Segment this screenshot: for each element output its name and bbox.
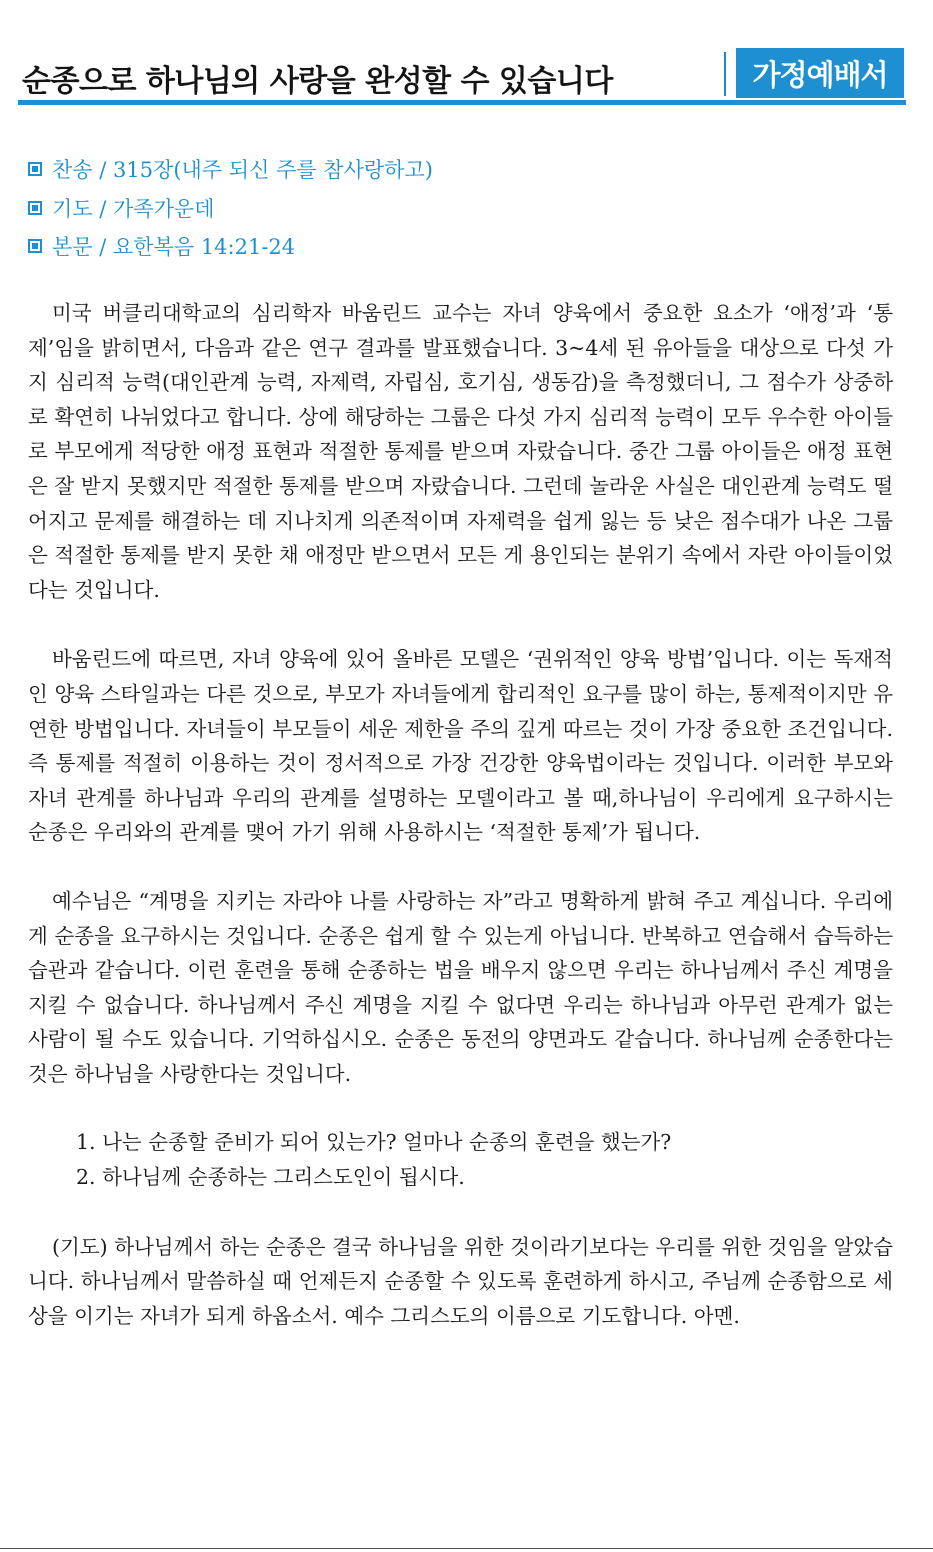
body-paragraph: 예수님은 “계명을 지키는 자라야 나를 사랑하는 자”라고 명확하게 밝혀 주고 계십니다. 우리에게 순종을 요구하시는 것입니다. 순종은 쉽게 할 수 있는게 아닙니다. 반복하고 연습해서 습득하는 습관과 같습니다. 이런 훈련을 통해 순종하는 법을 배우지 않으면 우리는 하나님께서 주신 계명을 지킬 수 없습니다. 하나님께서 주신 계명을 지킬 수 없다면 우리는 하나님과 아무런 관계가 없는 사람이 될 수도 있습니다. 기억하십시오. 순종은 동전의 양면과도 같습니다. 하나님께 순종한다는 것은 하나님을 사랑한다는 것입니다.	[28, 888, 893, 1086]
square-icon	[28, 162, 42, 176]
header-divider	[724, 52, 726, 96]
page-title: 순종으로 하나님의 사랑을 완성할 수 있습니다	[22, 64, 613, 99]
body-paragraph: 바움린드에 따르면, 자녀 양육에 있어 올바른 모델은 ‘권위적인 양육 방법’입니다. 이는 독재적인 양육 스타일과는 다른 것으로, 부모가 자녀들에게 합리적인 요구를 많이 하는, 통제적이지만 유연한 방법입니다. 자녀들이 부모들이 세운 제한을 주의 깊게 따르는 것이 가장 중요한 조건입니다. 즉 통제를 적절히 이용하는 것이 정서적으로 가장 건강한 양육법이라는 것입니다. 이러한 부모와 자녀 관계를 하나님과 우리의 관계를 설명하는 모델이라고 볼 때,하나님이 우리에게 요구하시는 순종은 우리와의 관계를 맺어 가기 위해 사용하시는 ‘적절한 통제’가 됩니다.	[28, 647, 893, 845]
square-icon	[28, 201, 42, 215]
question-item: 2. 하나님께 순종하는 그리스도인이 됩시다.	[76, 1165, 465, 1190]
header-rule	[18, 100, 906, 105]
prayer-info	[28, 189, 433, 228]
square-icon	[28, 239, 42, 253]
page-header	[18, 38, 906, 108]
question-item: 1. 나는 순종할 준비가 되어 있는가? 얼마나 순종의 훈련을 했는가?	[76, 1130, 672, 1155]
sermon-body	[28, 296, 893, 1333]
prayer-leader-text: 기도 / 가족가운데	[52, 196, 215, 221]
reflection-questions	[28, 1125, 893, 1194]
hymn-text: 찬송 / 315장(내주 되신 주를 참사랑하고)	[52, 158, 433, 183]
closing-prayer: (기도) 하나님께서 하는 순종은 결국 하나님을 위한 것이라기보다는 우리를 위한 것임을 알았습니다. 하나님께서 말씀하실 때 언제든지 순종할 수 있도록 훈련하게 하시고, 주님께 순종함으로 세상을 이기는 자녀가 되게 하옵소서. 예수 그리스도의 이름으로 기도합니다. 아멘.	[28, 1234, 893, 1328]
hymn-info	[28, 150, 433, 189]
section-badge: 가정예배서	[736, 48, 904, 98]
bottom-rule	[0, 1548, 933, 1549]
scripture-info	[28, 227, 433, 266]
body-paragraph: 미국 버클리대학교의 심리학자 바움린드 교수는 자녀 양육에서 중요한 요소가 ‘애정’과 ‘통제’임을 밝히면서, 다음과 같은 연구 결과를 발표했습니다. 3~4세 된 유아들을 대상으로 다섯 가지 심리적 능력(대인관계 능력, 자제력, 자립심, 호기심, 생동감)을 측정했더니, 그 점수가 상중하로 확연히 나뉘었다고 합니다. 상에 해당하는 그룹은 다섯 가지 심리적 능력이 모두 우수한 아이들로 부모에게 적당한 애정 표현과 적절한 통제를 받으며 자랐습니다. 중간 그룹 아이들은 애정 표현은 잘 받지 못했지만 적절한 통제를 받으며 자랐습니다. 그런데 놀라운 사실은 대인관계 능력도 떨어지고 문제를 해결하는 데 지나치게 의존적이며 자제력을 쉽게 잃는 등 낮은 점수대가 나온 그룹은 적절한 통제를 받지 못한 채 애정만 받으면서 모든 게 용인되는 분위기 속에서 자란 아이들이었다는 것입니다.	[28, 301, 893, 602]
scripture-text: 본문 / 요한복음 14:21-24	[52, 235, 296, 260]
worship-info	[28, 150, 433, 266]
